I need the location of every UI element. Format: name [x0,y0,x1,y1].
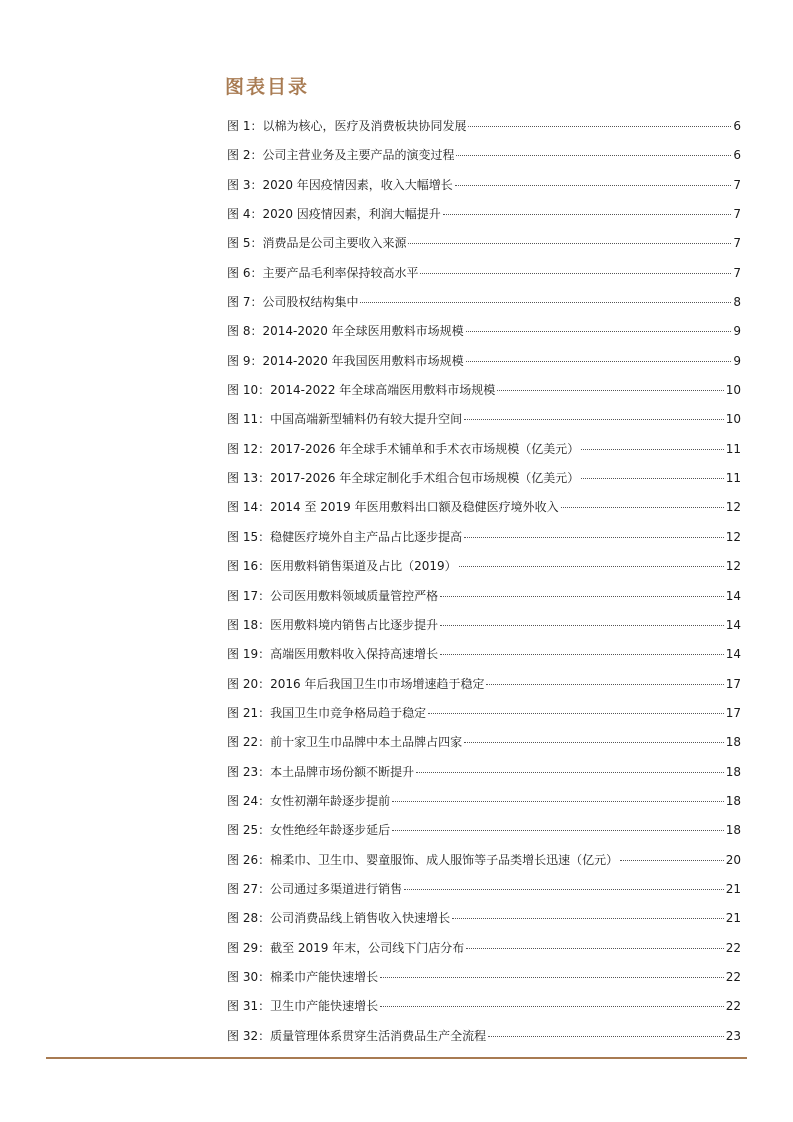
toc-entry[interactable] [227,350,741,379]
toc-entry[interactable] [227,291,741,320]
toc-entry-page-number: 17 [725,705,741,720]
toc-entry-page-number: 18 [725,823,741,838]
dot-leader [497,390,723,391]
toc-entry-page-number: 12 [725,559,741,574]
toc-entry[interactable] [227,643,741,672]
toc-entry-title: 图 17：公司医用敷料领域质量管控严格 [227,588,439,603]
toc-entry-page-number: 10 [725,412,741,427]
toc-entry[interactable] [227,320,741,349]
toc-entry-page-number: 14 [725,617,741,632]
toc-entry[interactable] [227,937,741,966]
dot-leader [392,801,724,802]
toc-entry[interactable] [227,585,741,614]
dot-leader [428,713,724,714]
toc-entry-page-number: 12 [725,529,741,544]
toc-entry-page-number: 22 [725,969,741,984]
toc-entry-title: 图 9：2014-2020 年我国医用敷料市场规模 [227,353,464,368]
dot-leader [380,977,724,978]
dot-leader [581,449,723,450]
toc-entry-title: 图 10：2014-2022 年全球高端医用敷料市场规模 [227,383,496,398]
dot-leader [466,361,732,362]
toc-entry[interactable] [227,819,741,848]
dot-leader [440,654,724,655]
dot-leader [360,302,731,303]
toc-entry-title: 图 25：女性绝经年龄逐步延后 [227,823,391,838]
toc-entry-page-number: 6 [733,119,741,133]
toc-entry-page-number: 12 [725,500,741,515]
toc-entry[interactable] [227,203,741,232]
dot-leader [440,596,724,597]
toc-entry-page-number: 20 [725,852,741,867]
toc-entry[interactable] [227,966,741,995]
toc-entry[interactable] [227,849,741,878]
toc-entry-title: 图 21：我国卫生巾竞争格局趋于稳定 [227,705,427,720]
toc-entry[interactable] [227,526,741,555]
dot-leader [455,185,732,186]
toc-entry-page-number: 21 [725,881,741,896]
toc-entry-title: 图 5：消费品是公司主要收入来源 [227,236,407,251]
toc-entry[interactable] [227,144,741,173]
toc-entry-page-number: 7 [733,265,741,280]
toc-entry-title: 图 1：以棉为核心，医疗及消费板块协同发展 [227,119,467,133]
toc-entry[interactable] [227,878,741,907]
toc-entry-page-number: 18 [725,764,741,779]
toc-entry[interactable] [227,731,741,760]
dot-leader [408,243,731,244]
toc-entry[interactable] [227,467,741,496]
toc-entry[interactable] [227,496,741,525]
toc-entry-title: 图 19：高端医用敷料收入保持高速增长 [227,647,439,662]
toc-entry-title: 图 26：棉柔巾、卫生巾、婴童服饰、成人服饰等子品类增长迅速（亿元） [227,852,619,867]
toc-entry[interactable] [227,174,741,203]
dot-leader [440,625,724,626]
toc-entry-page-number: 17 [725,676,741,691]
toc-entry-title: 图 32：质量管理体系贯穿生活消费品生产全流程 [227,1028,487,1043]
toc-entry-title: 图 4：2020 因疫情因素，利润大幅提升 [227,207,441,222]
toc-entry-page-number: 18 [725,735,741,750]
toc-entry-title: 图 12：2017-2026 年全球手术铺单和手术衣市场规模（亿美元） [227,441,580,456]
toc-entry[interactable] [227,262,741,291]
toc-entry[interactable] [227,995,741,1024]
toc-entry-title: 图 16：医用敷料销售渠道及占比（2019） [227,559,457,574]
toc-entry-page-number: 18 [725,793,741,808]
dot-leader [464,419,724,420]
toc-entry[interactable] [227,438,741,467]
toc-entry-title: 图 8：2014-2020 年全球医用敷料市场规模 [227,324,464,339]
dot-leader [486,684,723,685]
toc-entry-page-number: 11 [725,471,741,486]
toc-entry[interactable] [227,761,741,790]
toc-entry-title: 图 28：公司消费品线上销售收入快速增长 [227,911,451,926]
toc-entry-page-number: 8 [733,295,741,310]
toc-entry-page-number: 11 [725,441,741,456]
toc-entry[interactable] [227,907,741,936]
footer-divider [46,1057,747,1059]
toc-entry[interactable] [227,379,741,408]
toc-entry-title: 图 29：截至 2019 年末，公司线下门店分布 [227,940,465,955]
toc-entry-page-number: 7 [733,177,741,192]
toc-entry-title: 图 14：2014 至 2019 年医用敷料出口额及稳健医疗境外收入 [227,500,559,515]
dot-leader [443,214,732,215]
dot-leader [464,537,724,538]
toc-entry-page-number: 7 [733,236,741,251]
dot-leader [420,273,731,274]
toc-entry-title: 图 23：本土品牌市场份额不断提升 [227,764,415,779]
toc-entry-title: 图 27：公司通过多渠道进行销售 [227,881,403,896]
toc-entry-page-number: 6 [733,148,741,163]
toc-entry-title: 图 18：医用敷料境内销售占比逐步提升 [227,617,439,632]
dot-leader [466,331,732,332]
toc-entry[interactable] [227,614,741,643]
toc-entry-page-number: 9 [733,353,741,368]
toc-entry-page-number: 22 [725,940,741,955]
toc-entry-page-number: 7 [733,207,741,222]
toc-entry-page-number: 23 [725,1028,741,1043]
dot-leader [452,918,724,919]
dot-leader [416,772,724,773]
toc-entry-page-number: 22 [725,999,741,1014]
dot-leader [561,507,724,508]
toc-entry[interactable] [227,673,741,702]
toc-entry-page-number: 14 [725,647,741,662]
toc-entry-title: 图 20：2016 年后我国卫生巾市场增速趋于稳定 [227,676,485,691]
dot-leader [456,155,731,156]
toc-entry-title: 图 30：棉柔巾产能快速增长 [227,969,379,984]
toc-entry-title: 图 22：前十家卫生巾品牌中本土品牌占四家 [227,735,463,750]
toc-entry[interactable] [227,702,741,731]
dot-leader [466,948,723,949]
toc-entry-title: 图 31：卫生巾产能快速增长 [227,999,379,1014]
toc-entry[interactable] [227,408,741,437]
toc-entry-page-number: 14 [725,588,741,603]
toc-entry[interactable] [227,555,741,584]
toc-entry-title: 图 6：主要产品毛利率保持较高水平 [227,265,419,280]
toc-entry-title: 图 13：2017-2026 年全球定制化手术组合包市场规模（亿美元） [227,471,580,486]
toc-entry-page-number: 10 [725,383,741,398]
dot-leader [380,1006,724,1007]
dot-leader [468,126,731,127]
toc-entry-title: 图 24：女性初潮年龄逐步提前 [227,793,391,808]
dot-leader [459,566,724,567]
figure-list [227,115,741,1054]
toc-entry-title: 图 15：稳健医疗境外自主产品占比逐步提高 [227,529,463,544]
toc-entry[interactable] [227,115,741,144]
dot-leader [392,830,724,831]
dot-leader [581,478,723,479]
toc-entry-page-number: 21 [725,911,741,926]
dot-leader [620,860,724,861]
dot-leader [464,742,724,743]
dot-leader [404,889,724,890]
toc-entry-title: 图 3：2020 年因疫情因素，收入大幅增长 [227,177,453,192]
toc-entry-title: 图 2：公司主营业务及主要产品的演变过程 [227,148,455,163]
toc-entry-title: 图 11：中国高端新型辅料仍有较大提升空间 [227,412,463,427]
toc-entry[interactable] [227,1025,741,1054]
toc-entry-title: 图 7：公司股权结构集中 [227,295,359,310]
toc-entry[interactable] [227,232,741,261]
dot-leader [488,1036,724,1037]
toc-entry-page-number: 9 [733,324,741,339]
toc-heading: 图表目录 [225,76,310,98]
toc-entry[interactable] [227,790,741,819]
